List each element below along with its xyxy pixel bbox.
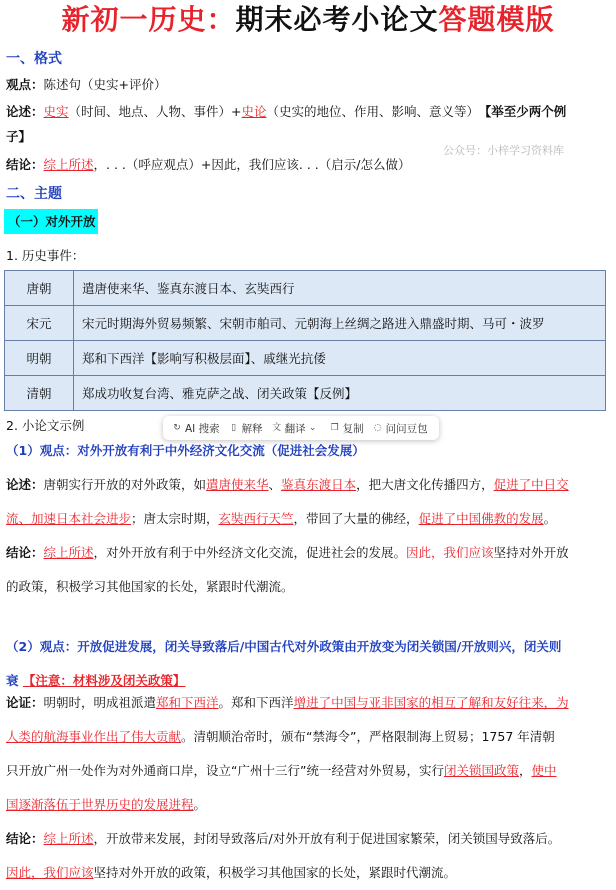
era-cell: 清朝 xyxy=(5,376,74,411)
conclusion-text: ，. . .（呼应观点）+因此，我们应该. . .（启示/怎么做） xyxy=(93,157,411,172)
example1-text: 的政策，积极学习其他国家的长处，紧跟时代潮流。 xyxy=(6,579,294,594)
example2-conclusion xyxy=(6,822,608,890)
format-conclusion-line xyxy=(6,154,610,176)
argument-example-note-cont: 子】 xyxy=(6,129,32,144)
example2-conclusion-phrase: 综上所述 xyxy=(43,831,94,846)
view-text: 陈述句（史实+评价） xyxy=(43,77,167,92)
example2-comment: 国逐渐落伍于世界历史的发展进程 xyxy=(6,797,194,812)
view-label: 观点： xyxy=(6,77,44,92)
example1-fact: 遣唐使来华 xyxy=(206,477,269,492)
example2-therefore: 因此，我们应该 xyxy=(6,865,94,880)
example1-fact: 玄奘西行天竺 xyxy=(218,511,294,526)
chevron-down-icon: ⌄ xyxy=(308,423,317,433)
table-row xyxy=(5,341,606,376)
example1-therefore: 因此，我们应该 xyxy=(406,545,494,560)
example1-argument xyxy=(6,468,608,536)
example1-comment: 促进了中国佛教的发展 xyxy=(418,511,544,526)
table-row xyxy=(5,376,606,411)
example1-comment: 流、加速日本社会进步 xyxy=(6,511,132,526)
example1-text: ，带回了大量的佛经， xyxy=(293,511,419,526)
copy-label: 复制 xyxy=(342,422,364,435)
section-heading-topic: 二、主题 xyxy=(6,186,62,202)
example2-text: 坚持对外开放的政策，积极学习其他国家的长处，紧跟时代潮流。 xyxy=(93,865,457,880)
example2-fact: 闭关锁国政策 xyxy=(443,763,519,778)
argument-label: 论述： xyxy=(6,104,44,119)
example2-argument-label: 论证： xyxy=(6,695,44,710)
example2-text: ， xyxy=(518,763,532,778)
ai-search-label: AI 搜索 xyxy=(185,422,220,435)
argument-comment-note: （史实的地位、作用、影响、意义等） xyxy=(266,104,480,119)
topic-label-opening: （一）对外开放 xyxy=(4,209,98,234)
example1-conclusion xyxy=(6,536,608,604)
translate-label: 翻译 xyxy=(284,422,306,435)
events-table xyxy=(4,270,606,411)
ai-search-icon: ↻ xyxy=(173,423,181,433)
example1-text: ；唐太宗时期， xyxy=(131,511,219,526)
era-cell: 唐朝 xyxy=(5,271,74,306)
events-label: 1. 历史事件： xyxy=(6,248,85,263)
copy-icon: ❐ xyxy=(330,423,339,433)
ask-doubao-label: 问问豆包 xyxy=(385,422,428,435)
example1-fact: 鉴真东渡日本 xyxy=(281,477,357,492)
example1-argument-label: 论述： xyxy=(6,477,44,492)
translate-icon: 文 xyxy=(272,423,282,433)
title-part-1: 新初一历史： xyxy=(61,3,236,36)
watermark: 公众号：小梓学习资料库 xyxy=(443,144,564,157)
example2-text: 明朝时，明成祖派遣 xyxy=(43,695,157,710)
example2-comment: 使中 xyxy=(531,763,557,778)
example1-text: ，把大唐文化传播四方， xyxy=(356,477,494,492)
example1-text: 坚持对外开放 xyxy=(493,545,569,560)
argument-fact-note: （时间、地点、人物、事件）+ xyxy=(68,104,242,119)
essay-label: 2. 小论文示例 xyxy=(6,418,85,433)
example2-text: 。 xyxy=(193,797,207,812)
example2-comment: 人类的航海事业作出了伟大贡献 xyxy=(6,729,182,744)
example2-conclusion-label: 结论： xyxy=(6,831,44,846)
example1-text: 、 xyxy=(268,477,282,492)
era-cell: 明朝 xyxy=(5,341,74,376)
events-cell: 宋元时期海外贸易频繁、宋朝市舶司、元朝海上丝绸之路进入鼎盛时期、马可・波罗 xyxy=(74,306,606,341)
example2-comment: 增进了中国与亚非国家的相互了解和友好往来，为 xyxy=(293,695,569,710)
format-view-line xyxy=(6,74,610,96)
argument-fact: 史实 xyxy=(43,104,69,119)
example2-text: ，开放带来发展，封闭导致落后/对外开放有利于促进国家繁荣，闭关锁国导致落后。 xyxy=(93,831,561,846)
chat-icon: ◌ xyxy=(373,423,382,433)
example1-text: 。 xyxy=(543,511,557,526)
page-title xyxy=(0,0,616,40)
events-cell: 遣唐使来华、鉴真东渡日本、玄奘西行 xyxy=(74,271,606,306)
table-row xyxy=(5,306,606,341)
title-part-2: 期末必考小论文 xyxy=(235,3,439,36)
book-icon: ▯ xyxy=(231,423,237,433)
argument-example-note: 【举至少两个例 xyxy=(485,104,567,119)
section-heading-format: 一、格式 xyxy=(6,51,62,67)
events-cell: 郑和下西洋【影响写积极层面】、戚继光抗倭 xyxy=(74,341,606,376)
example2-fact: 郑和下西洋 xyxy=(156,695,219,710)
era-cell: 宋元 xyxy=(5,306,74,341)
conclusion-phrase: 综上所述 xyxy=(43,157,94,172)
explain-label: 解释 xyxy=(241,422,263,435)
title-part-3: 答题模版 xyxy=(438,3,555,36)
example2-heading-text: 衰 xyxy=(6,673,19,688)
table-row xyxy=(5,271,606,306)
example2-text: 只开放广州一处作为对外通商口岸，设立“广州十三行”统一经营对外贸易，实行 xyxy=(6,763,444,778)
example1-text: 唐朝实行开放的对外政策，如 xyxy=(43,477,207,492)
example1-conclusion-phrase: 综上所述 xyxy=(43,545,94,560)
example1-text: ，对外开放有利于中外经济文化交流，促进社会的发展。 xyxy=(93,545,407,560)
example1-heading: （1）观点：对外开放有利于中外经济文化交流（促进社会发展） xyxy=(6,443,365,458)
example2-text: 。清朝顺治帝时，颁布“禁海令”，严格限制海上贸易；1757 年清朝 xyxy=(181,729,555,744)
example2-text: 。郑和下西洋 xyxy=(218,695,294,710)
argument-comment: 史论 xyxy=(241,104,267,119)
conclusion-label: 结论： xyxy=(6,157,44,172)
example1-conclusion-label: 结论： xyxy=(6,545,44,560)
example2-heading-text: （2）观点：开放促进发展，闭关导致落后/中国古代对外政策由开放变为闭关锁国/开放则兴，闭关则 xyxy=(6,639,562,654)
format-argument-line xyxy=(6,101,610,123)
example2-note: 【注意：材料涉及闭关政策】 xyxy=(22,673,186,688)
events-cell: 郑成功收复台湾、雅克萨之战、闭关政策【反例】 xyxy=(74,376,606,411)
example2-argument xyxy=(6,686,608,822)
example1-comment: 促进了中日交 xyxy=(493,477,569,492)
